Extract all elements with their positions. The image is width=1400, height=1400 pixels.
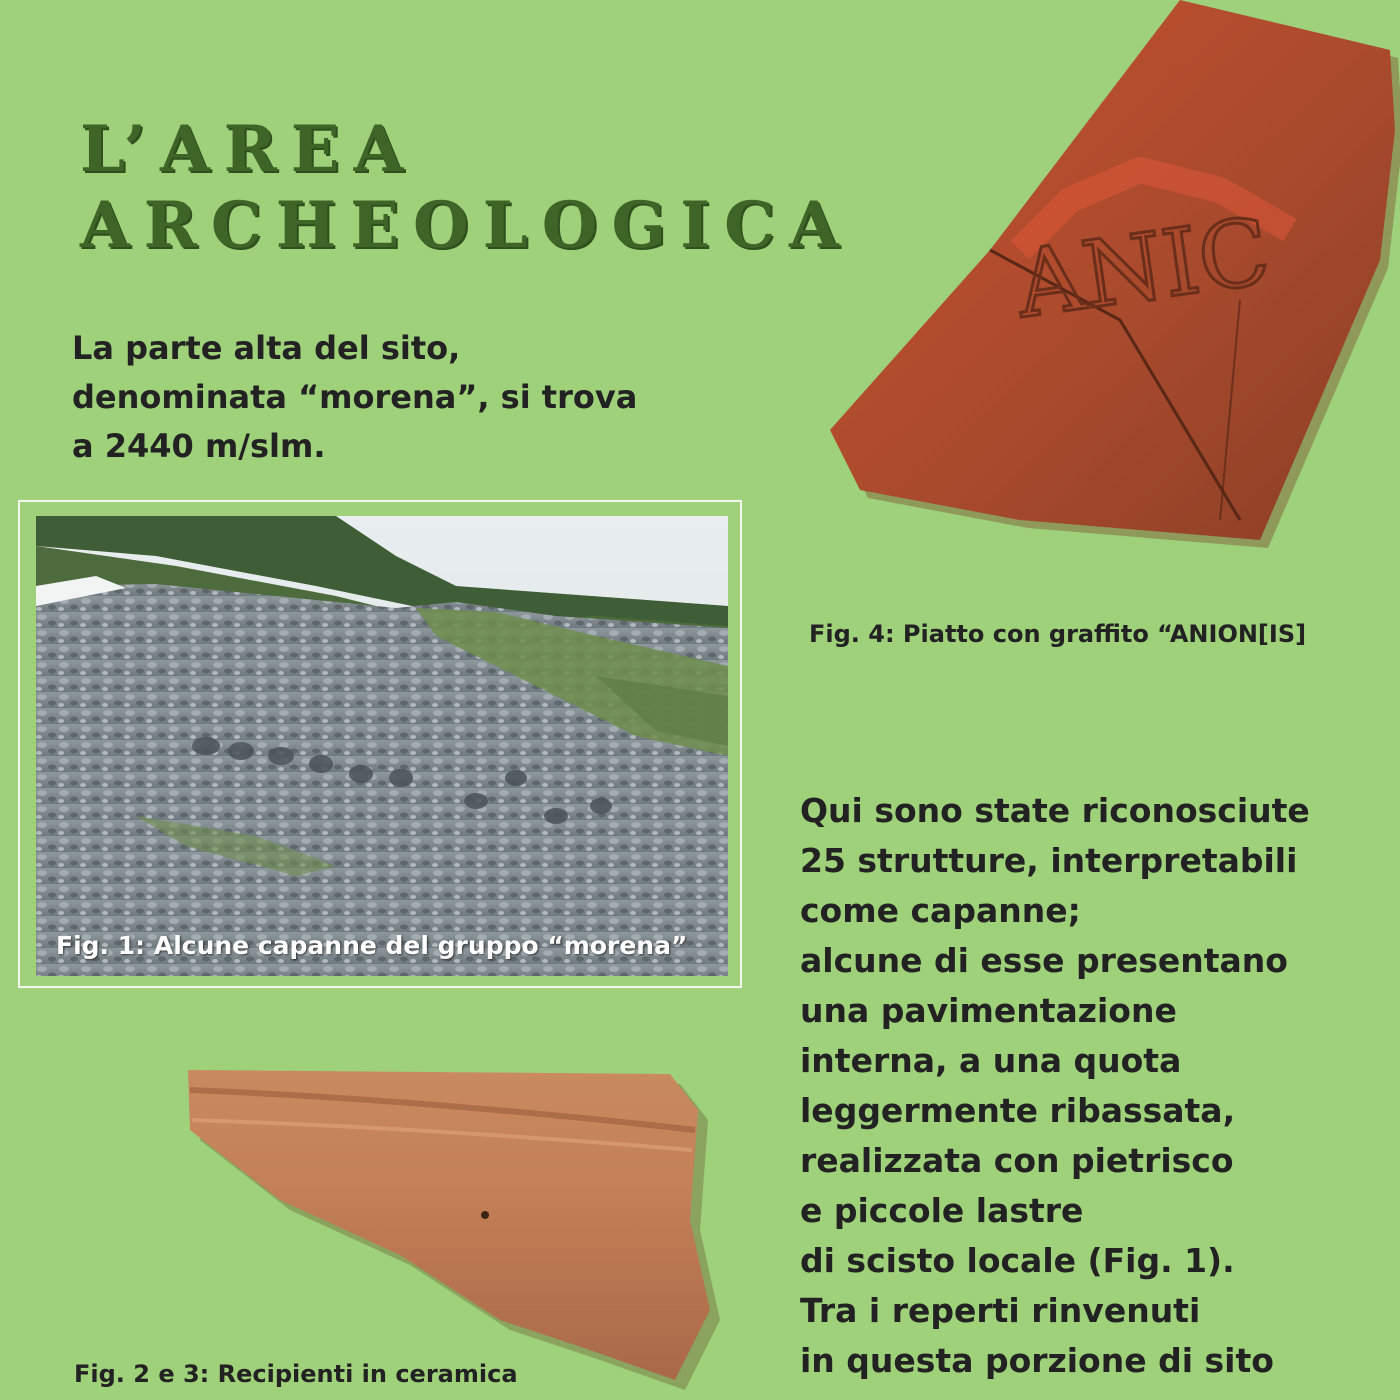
fig1-caption: Fig. 1: Alcune capanne del gruppo “morena” bbox=[56, 931, 688, 960]
fig2-3-caption: Fig. 2 e 3: Recipienti in ceramica bbox=[74, 1360, 518, 1388]
fig4-inscription: ANIC bbox=[1009, 197, 1277, 339]
page-title-line-1: L’AREA bbox=[80, 112, 418, 187]
page-title bbox=[80, 112, 853, 264]
fig4-plate-image bbox=[820, 0, 1400, 560]
fig2-3-sherd-image bbox=[170, 1050, 730, 1390]
fig1-frame bbox=[18, 500, 742, 988]
intro-paragraph: La parte alta del sito, denominata “morena”, si trova a 2440 m/slm. bbox=[72, 329, 638, 465]
body-paragraph: Qui sono state riconosciute 25 strutture, interpretabili come capanne; alcune di esse presentano una pavimentazione interna, a una quota leggermente ribassata, realizzata con pietrisco e piccole lastre di scisto locale (Fig. 1). Tra i reperti rinvenuti in questa porzione di sito bbox=[800, 791, 1310, 1380]
fig4-caption: Fig. 4: Piatto con graffito “ANION[IS] bbox=[809, 620, 1307, 648]
page-title-line-2: ARCHEOLOGICA bbox=[80, 188, 853, 263]
fig1-photo bbox=[36, 516, 728, 976]
morena-landscape-image bbox=[36, 516, 728, 976]
